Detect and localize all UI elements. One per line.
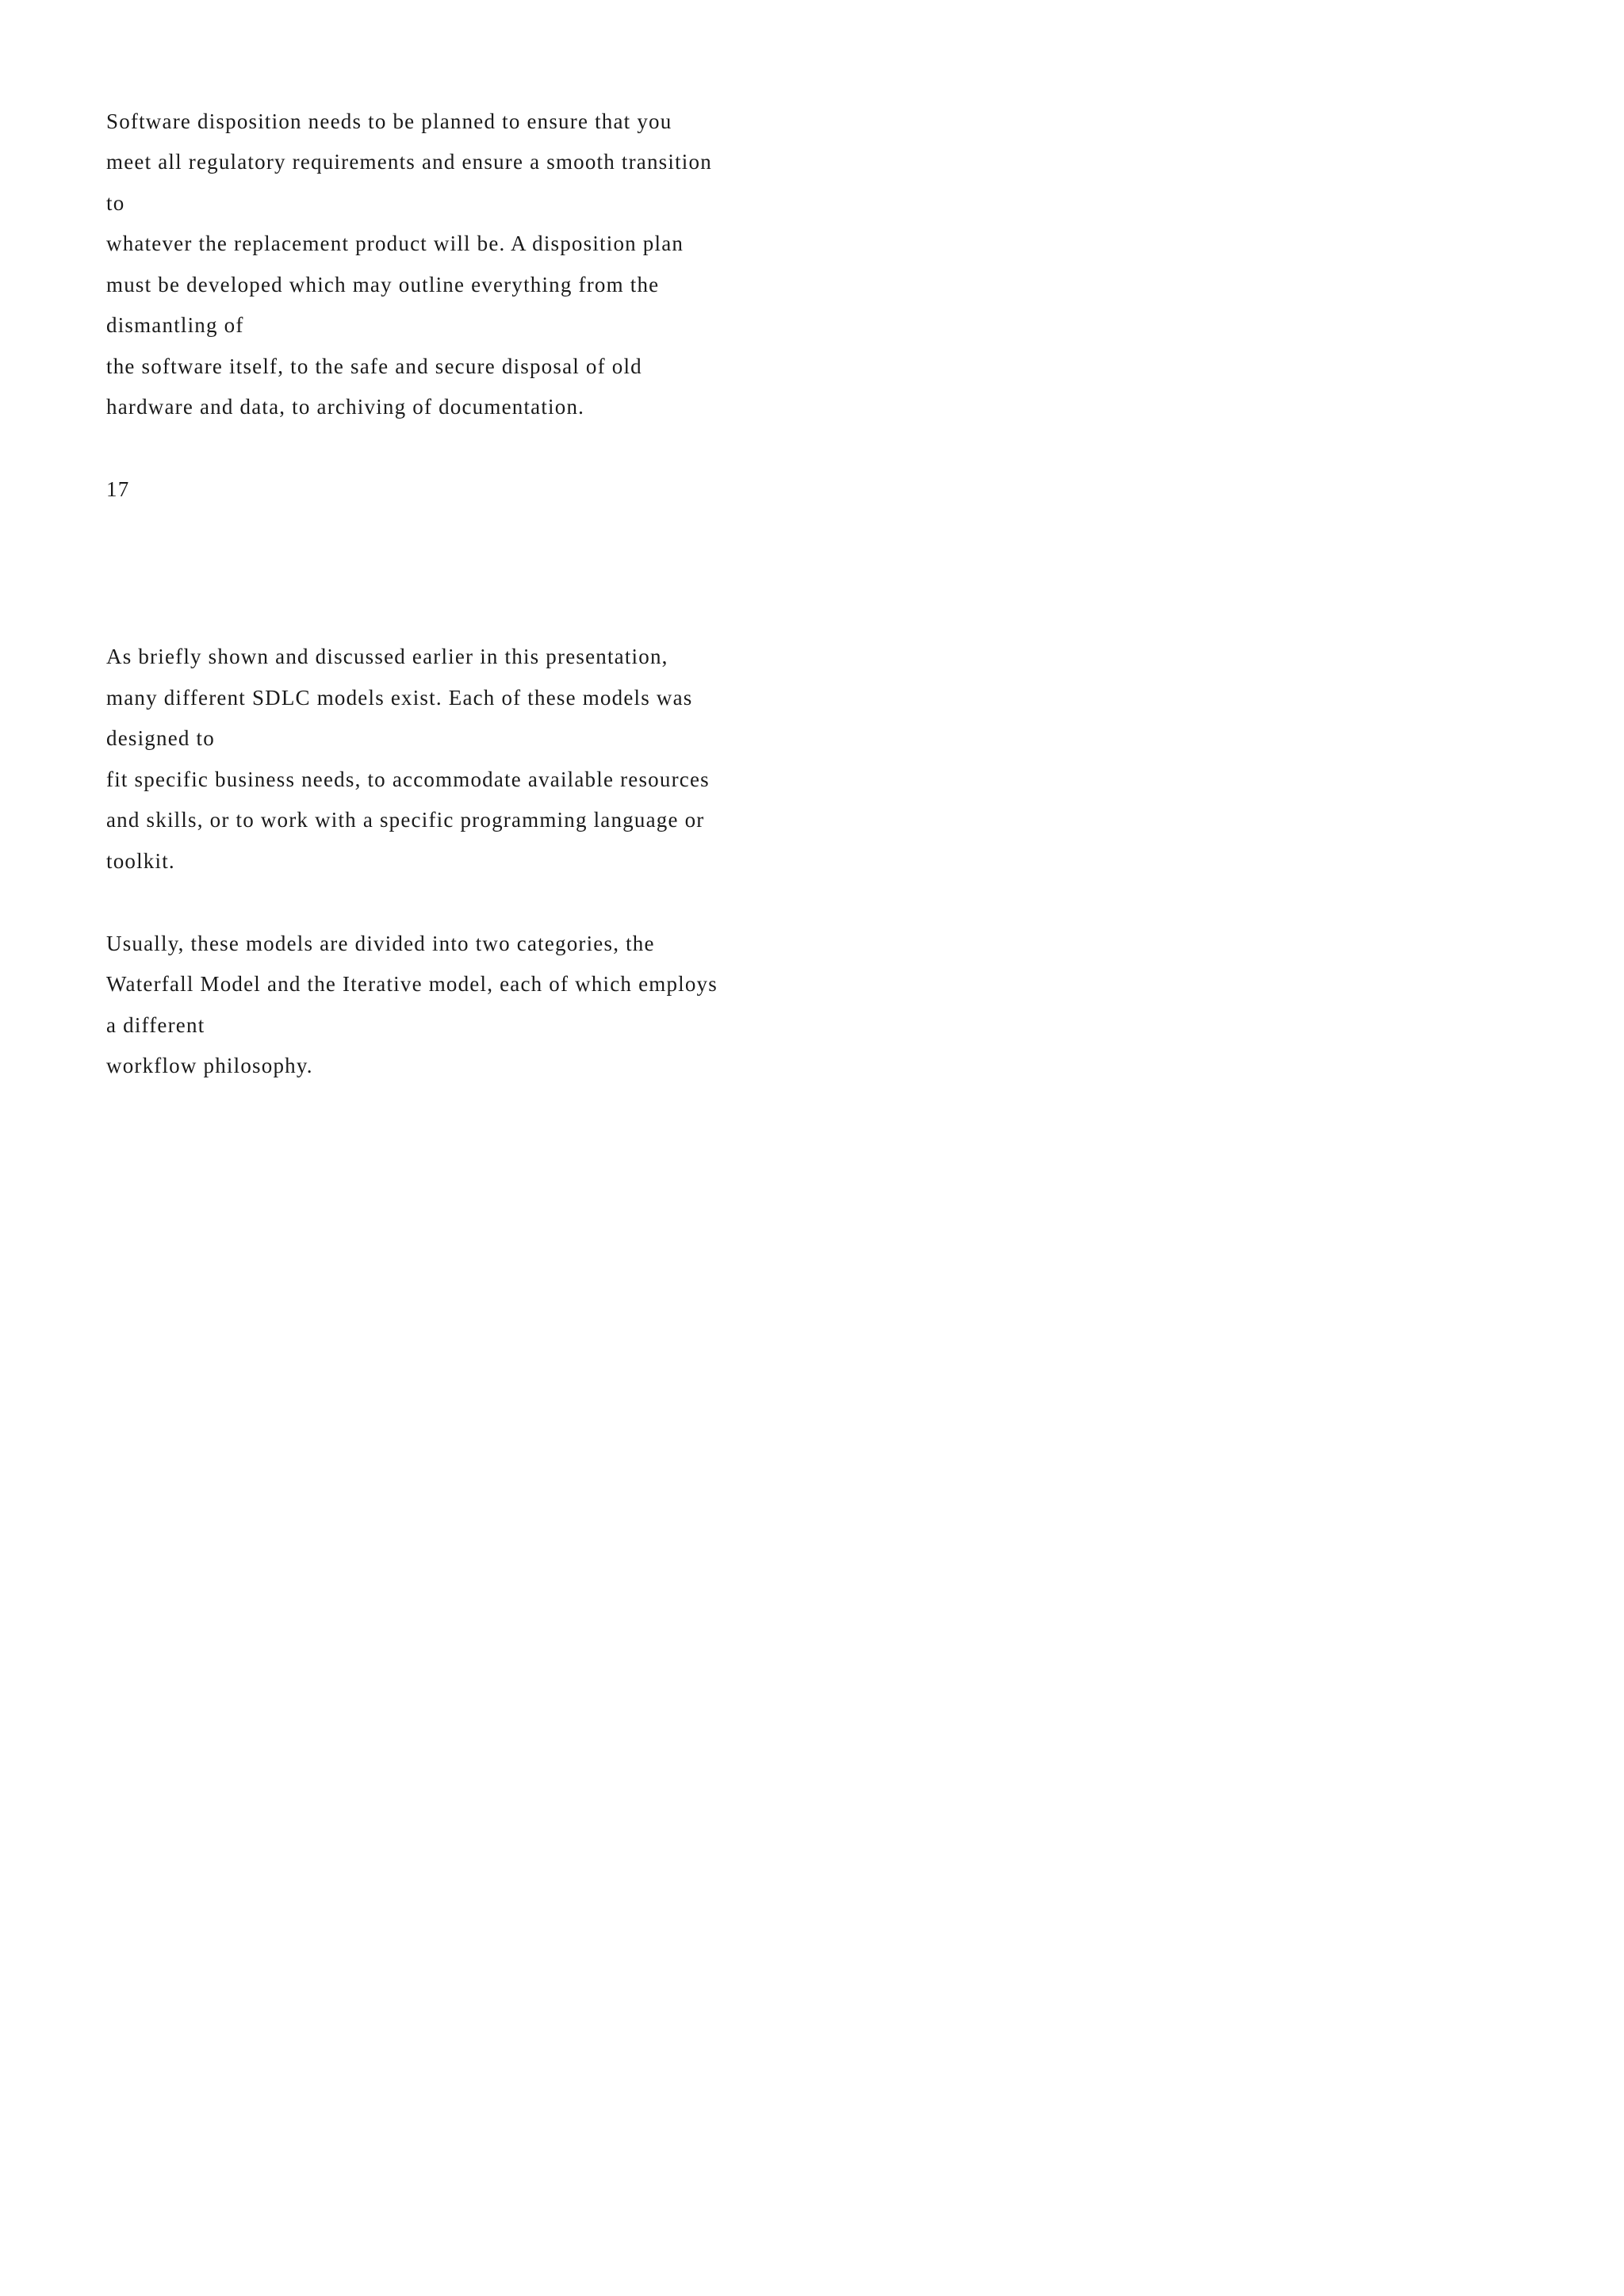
text-line: the software itself, to the safe and secure disposal of old xyxy=(106,354,642,378)
text-line: As briefly shown and discussed earlier in this presentation, xyxy=(106,645,668,668)
text-line: designed to xyxy=(106,726,215,750)
document-page xyxy=(0,0,872,1234)
text-line: Software disposition needs to be planned to ensure that you xyxy=(106,109,672,133)
text-line: Usually, these models are divided into two categories, the xyxy=(106,932,655,955)
text-line: a different xyxy=(106,1013,205,1037)
text-line: toolkit. xyxy=(106,849,175,873)
text-line: to xyxy=(106,191,125,215)
text-line: meet all regulatory requirements and ensure a smooth transition xyxy=(106,150,712,174)
text-line: dismantling of xyxy=(106,313,244,337)
text-line: whatever the replacement product will be. A disposition plan xyxy=(106,232,684,255)
text-line: workflow philosophy. xyxy=(106,1054,313,1077)
text-line: many different SDLC models exist. Each of these models was xyxy=(106,686,693,710)
text-line: must be developed which may outline everything from the xyxy=(106,273,660,297)
text-line: Waterfall Model and the Iterative model, each of which employs xyxy=(106,972,718,996)
text-line: hardware and data, to archiving of documentation. xyxy=(106,395,585,419)
text-line: fit specific business needs, to accommodate available resources xyxy=(106,767,710,791)
text-line: and skills, or to work with a specific programming language or xyxy=(106,808,705,832)
slide-number-text: 17 xyxy=(106,477,130,501)
